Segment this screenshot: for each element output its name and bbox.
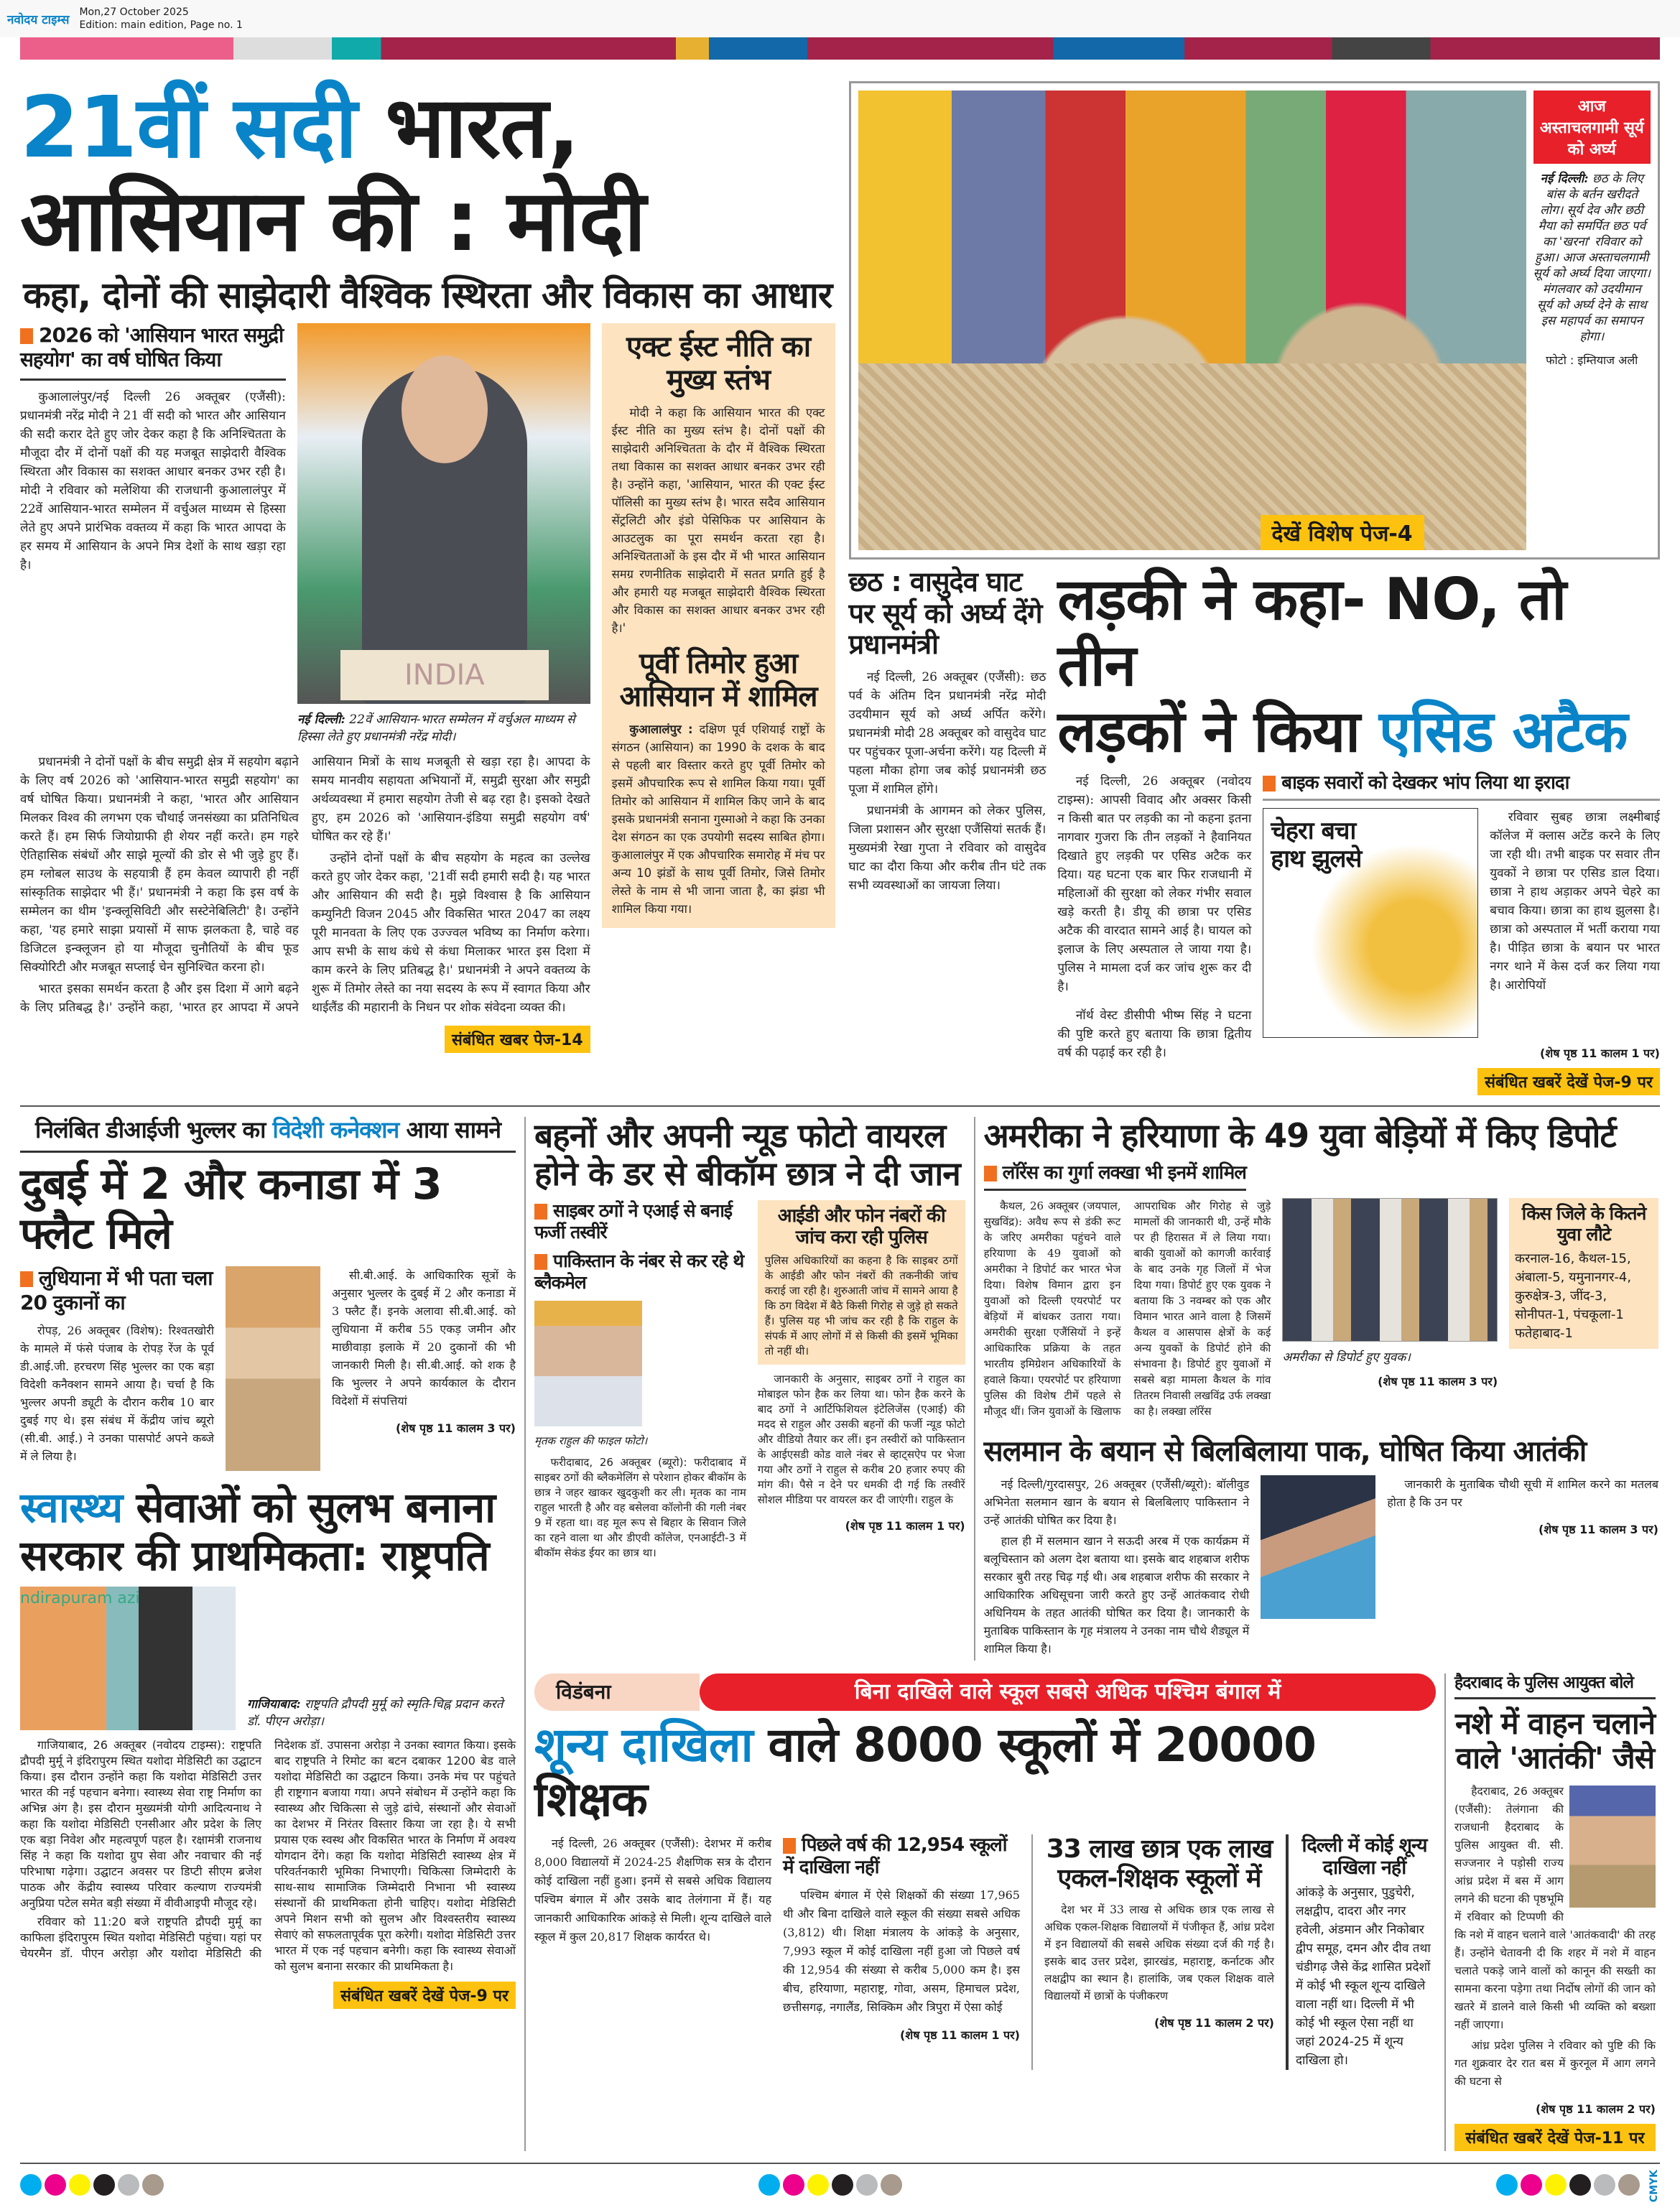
registration-dot: [93, 2174, 115, 2196]
delhi-box-body: आंकड़े के अनुसार, पुडुचेरी, लक्षद्वीप, दादरा और नगर हवेली, अंडमान और निकोबार द्वीप समूह, दमन और दीव तथा चंडीगढ़ जैसे केंद्र शासित प्रदेशों में कोई भी स्कूल शून्य दाखिले वाला नहीं था। दिल्ली में भी कोई भी स्कूल ऐसा नहीं था जहां 2024-25 में शून्य दाखिला हो।: [1296, 1885, 1431, 2069]
salman-photo: [1261, 1475, 1375, 1619]
school-body-2: पश्चिम बंगाल में ऐसे शिक्षकों की संख्या 17,965 थी और बिना दाखिले वाले स्कूल की संख्या सबसे अधिक (3,812) थी। शिक्षा मंत्रालय के आंकड़े के अनुसार, 7,993 स्कूल में कोई दाखिला नहीं हुआ जो पिछले वर्ष की 12,954 की संख्या से करीब 5,000 कम है। इस बीच, हरियाणा, महाराष्ट्र, गोवा, असम, हिमाचल प्रदेश, छत्तीसगढ़, नगालैंड, सिक्किम और त्रिपुरा में ऐसा कोई: [783, 1888, 1020, 2015]
registration-dot: [142, 2174, 164, 2196]
column-rule: [974, 1117, 975, 1661]
school-tag: विडंबना: [534, 1673, 700, 1711]
lead-body-2: प्रधानमंत्री ने दोनों पक्षों के बीच समुद्री क्षेत्र में सहयोग बढ़ाने के लिए वर्ष 2026 को 'आसियान-भारत समुद्री सहयोग' का वर्ष घोषित किया। प्रधानमंत्री ने कहा, 'भारत और आसियान मिलकर विश्व की लगभग एक चौथाई जनसंख्या का प्रतिनिधित्व करते हैं। हम सिर्फ जियोग्राफी ही शेयर नहीं करते। हम गहरे ऐतिहासिक संबंधों और साझे मूल्यों की डोर से भी जुड़े हुए हैं। हम ग्लोबल साउथ के सहयात्री हैं हम केवल व्यापारी ही नहीं सांस्कृतिक साझेदार भी हैं।' प्रधानमंत्री ने कहा कि इस वर्ष के सम्मेलन का थीम 'इन्क्लूसिविटी और सस्टेनेबिलिटी' है। उन्होंने कहा, 'यह हमारे साझा प्रयासों में साफ झलकता है, चाहे वह डिजिटल इन्क्लूजन हो या मौजूदा चुनौतियों के बीच फूड सिक्योरिटी और मजबूत सप्लाई चेन सुनिश्चित करना हो। भारत इसका समर्थन करता है और इस दिशा में आगे बढ़ने के लिए प्रतिबद्ध है।' उन्होंने कहा, 'भारत हर आपदा में अपने आसियान मित्रों के साथ मजबूती से खड़ा रहा है। आपदा के समय मानवीय सहायता अभियानों में, समुद्री सुरक्षा और समुद्री अर्थव्यवस्था में हमारा सहयोग तेजी से बढ़ रहा है। इसको देखते हुए, हम 2026 को 'आसियान-इंडिया समुद्री सहयोग वर्ष' घोषित कर रहे हैं।' उन्होंने दोनों पक्षों के बीच सहयोग के महत्व का उल्लेख करते हुए जोर देकर कहा, '21वीं सदी हमारी सदी है। यह भारत और आसियान की सदी है। मुझे विश्वास है कि आसियान कम्युनिटी विजन 2045 और विकसित भारत 2047 का लक्ष्य पूरी मानवता के लिए एक उज्ज्वल भविष्य का निर्माण करेगा। आप सभी के साथ कंधे से कंधा मिलाकर भारत इस दिशा में काम करने के लिए प्रतिबद्ध है।' प्रधानमंत्री ने अपने वक्तव्य के शुरू में तिमोर लेस्ते का नया सदस्य के रूप में स्वागत किया और थाईलैंड की महारानी के निधन पर शोक संवेदना व्यक्त की।: [20, 755, 590, 1016]
bhullar-body: रोपड़, 26 अक्तूबर (विशेष): रिश्वतखोरी के मामले में फंसे पंजाब के रोपड़ रेंज के पूर्व डी.आई.जी. हरचरण सिंह भुल्लर का एक बड़ा विदेशी कनैक्शन सामने आया है। चर्चा है कि भुल्लर अपनी ड्यूटी के दौरान करीब 10 बार दुबई गए थे। इस संबंध में केंद्रीय जांच ब्यूरो (सी.बी. आई.) ने उनका पासपोर्ट अपने कब्जे में ले लिया है।: [20, 1324, 214, 1464]
graphic-text: चेहरा बचा हाथ झुलसे: [1271, 817, 1362, 874]
health-see-page[interactable]: संबंधित खबरें देखें पेज-9 पर: [333, 1982, 516, 2009]
acid-body-1: नई दिल्ली, 26 अक्तूबर (नवोदय टाइम्स): आपसी विवाद और अक्सर किसी न किसी बात पर लड़की का नो कहना इतना नागवार गुजरा कि तीन लड़कों ने हैवानियत दिखाते हुए लड़की पर एसिड अटैक कर दिया। यह घटना एक बार फिर राजधानी में महिलाओं की सुरक्षा को लेकर गंभीर सवाल खड़े करती है। डीयू की छात्रा पर एसिड अटैक की वारदात सामने आई है। घायल को इलाज के लिए अस्पताल ले जाया गया है। पुलिस ने मामला दर्ज कर जांच शुरू कर दी है।: [1057, 774, 1252, 994]
registration-dot: [69, 2174, 91, 2196]
bhullar-body-2: सी.बी.आई. के आधिकारिक सूत्रों के अनुसार भुल्लर के दुबई में 2 और कनाडा में 3 फ्लैट हैं। इनके अलावा सी.बी.आई. को लुधियाना में करीब 55 एकड़ जमीन और माछीवाड़ा इलाके में 20 दुकानों की भी जानकारी मिली है। सी.बी.आई. को शक है कि भुल्लर ने अपने कार्यकाल के दौरान विदेशों में संपत्तियां: [332, 1268, 516, 1408]
lead-see-page[interactable]: संबंधित खबर पेज-14: [445, 1026, 590, 1053]
district-box-title: किस जिले के कितने युवा लौटे: [1521, 1203, 1646, 1245]
rahul-photo: [534, 1301, 642, 1426]
registration-dot: [1521, 2174, 1542, 2196]
registration-dots-left: [20, 2174, 167, 2199]
acid-graphic: [1263, 808, 1478, 1038]
lead-headline: 21वीं सदी भारत, आसियान की : मोदी: [20, 78, 646, 270]
school-banner: बिना दाखिले वाले स्कूल सबसे अधिक पश्चिम बंगाल में: [700, 1673, 1436, 1711]
acid-bullet: बाइक सवारों को देखकर भांप लिया था इरादा: [1263, 772, 1660, 801]
hyderabad-kicker: हैदराबाद के पुलिस आयुक्त बोले: [1454, 1673, 1656, 1699]
column-rule: [1031, 1834, 1033, 2070]
venue-sign: ndirapuram azi: [20, 1589, 140, 1608]
hyderabad-headline: नशे में वाहन चलाने वाले 'आतंकी' जैसे: [1454, 1705, 1656, 1775]
deport-body: कैथल, 26 अक्तूबर (जयपाल, सुखविंद्र): अवैध रूप से डंकी रूट के जरिए अमरीका पहुंचने वाले हरियाणा के 49 युवाओं को अमरीका ने डिपोर्ट कर भारत भेज दिया। विशेष विमान द्वारा इन युवाओं को दिल्ली एयरपोर्ट पर बेड़ियों में बांधकर उतारा गया। अमरीकी सुरक्षा एजैंसियों ने इन्हें आधिकारिक प्रक्रिया के तहत भारतीय इमिग्रेशन अधिकारियों के हवाले किया। एयरपोर्ट पर हरियाणा पुलिस की विशेष टीमें पहले से मौजूद थीं। जिन युवाओं के खिलाफ आपराधिक और गिरोह से जुड़े मामलों की जानकारी थी, उन्हें मौके पर ही हिरासत में ले लिया गया। बाकी युवाओं को कागजी कार्रवाई के बाद उनके गृह जिलों में भेज दिया गया। डिपोर्ट हुए एक युवक ने बताया कि 3 नवम्बर को एक और विमान भारत आने वाला है जिसमें कैथल व आसपास क्षेत्रों के कई अन्य युवकों के डिपोर्ट होने की संभावना है। डिपोर्ट हुए युवाओं में सबसे बड़ा मामला कैथल के गांव तितरम निवासी लखविंद्र उर्फ लक्खा का है। लक्खा लॉरेंस: [983, 1199, 1271, 1419]
act-east-box: [602, 323, 835, 928]
hyderabad-body: हैदराबाद, 26 अक्तूबर (एजैंसी): तेलंगाना की राजधानी हैदराबाद के पुलिस आयुक्त वी. सी. सज्जनार ने पड़ोसी राज्य आंध्र प्रदेश में बस में आग लगने की घटना की पृष्ठभूमि में रविवार को टिप्पणी की कि नशे में वाहन चलाने वाले 'आतंकवादी' की तरह हैं। उन्होंने चेतावनी दी कि शहर में नशे में वाहन चलाते पकड़े जाने वालों को कानून की सख्ती का सामना करना पड़ेगा तथा निर्दोष लोगों की जान को खतरे में डालने वाले किसी भी व्यक्ति को बख्शा नहीं जाएगा। आंध्र प्रदेश पुलिस ने रविवार को पुष्टि की कि गत शुक्रवार देर रात बस में कुरनूल में आग लगने की घटना से: [1454, 1785, 1656, 2089]
lead-subheadline: कहा, दोनों की साझेदारी वैश्विक स्थिरता और विकास का आधार: [23, 274, 832, 316]
bhullar-continued: (शेष पृष्ठ 11 कालम 3 पर): [396, 1421, 516, 1435]
single-teacher-title: 33 लाख छात्र एक लाख एकल-शिक्षक स्कूलों में: [1046, 1834, 1273, 1894]
rahul-caption: मृतक राहुल की फाइल फोटो।: [534, 1434, 648, 1447]
hyderabad-see-page[interactable]: संबंधित खबरें देखें पेज-11 पर: [1454, 2124, 1656, 2151]
acid-see-page[interactable]: संबंधित खबरें देखें पेज-9 पर: [1477, 1068, 1660, 1095]
cyber-box: [758, 1200, 965, 1365]
lead-bullet: 2026 को 'आसियान भारत समुद्री सहयोग' का वर्ष घोषित किया: [20, 323, 284, 371]
photo-credit: फोटो : इम्तियाज अली: [1546, 353, 1638, 367]
health-headline: स्वास्थ्य सेवाओं को सुलभ बनाना सरकार की प्राथमिकता: राष्ट्रपति: [20, 1482, 496, 1580]
bhullar-bullet: लुधियाना में भी पता चला 20 दुकानों का: [20, 1266, 213, 1314]
deport-caption: अमरीका से डिपोर्ट हुए युवक।: [1282, 1350, 1411, 1365]
acid-headline: लड़की ने कहा- NO, तो तीन लड़कों ने किया एसिड अटैक: [1057, 566, 1628, 765]
date-label: Mon,27 October 2025: [79, 6, 189, 18]
footer: [20, 2163, 1660, 2202]
chhath-photo-block: [849, 81, 1661, 560]
column-rule: [524, 1117, 526, 2151]
chhath-pm-body: नई दिल्ली, 26 अक्तूबर (एजैंसी): छठ पर्व के अंतिम दिन प्रधानमंत्री नरेंद्र मोदी उदयीमान सूर्य को अर्घ्य अर्पित करेंगे। प्रधानमंत्री मोदी 28 अक्तूबर को वासुदेव घाट पर पहुंचकर पूजा-अर्चना करेंगे। यह दिल्ली में पहला मौका होगा जब कोई प्रधानमंत्री छठ पूजा में शामिल होंगे। प्रधानमंत्री के आगमन को लेकर पुलिस, जिला प्रशासन और सुरक्षा एजैंसियां सतर्क हैं। मुख्यमंत्री रेखा गुप्ता ने रविवार को वासुदेव घाट का दौरा किया और करीब तीन घंटे तक सभी व्यवस्थाओं का जायजा लिया।: [848, 670, 1046, 893]
acid-continued: (शेष पृष्ठ 11 कालम 1 पर): [1540, 1046, 1660, 1061]
top-section: [20, 78, 1660, 1095]
cyber-headline: बहनों और अपनी न्यूड फोटो वायरल होने के डर से बीकॉम छात्र ने दी जान: [534, 1116, 960, 1194]
registration-dot: [881, 2174, 902, 2196]
bhullar-kicker: निलंबित डीआईजी भुल्लर का विदेशी कनेक्शन आया सामने: [35, 1116, 501, 1144]
cmyk-mark: CMYK: [1648, 2170, 1660, 2203]
school-continued: (शेष पृष्ठ 11 कालम 1 पर): [900, 2028, 1020, 2043]
cyber-body-1: फरीदाबाद, 26 अक्तूबर (ब्यूरो): फरीदाबाद में साइबर ठगों की ब्लैकमेलिंग से परेशान होकर बीकॉम के छात्र ने जहर खाकर खुदकुशी कर ली। मृतक का नाम राहुल भारती है और वह बसेलवा कॉलोनी की गली नंबर 9 में रहता था। वह मूल रूप से बिहार के सिवान जिले का रहने वाला था और डीएवी कॉलेज, एनआईटी-3 में बीकॉम सेकंड ईयर का छात्र था।: [534, 1455, 746, 1559]
section-divider: [20, 1105, 1660, 1107]
salman-headline: सलमान के बयान से बिलबिलाया पाक, घोषित किया आतंकी: [983, 1435, 1587, 1469]
deport-headline: अमरीका ने हरियाणा के 49 युवा बेड़ियों में किए डिपोर्ट: [983, 1116, 1616, 1156]
hyderabad-continued: (शेष पृष्ठ 11 कालम 2 पर): [1536, 2102, 1656, 2117]
registration-dot: [1496, 2174, 1518, 2196]
deportees-photo: [1282, 1198, 1498, 1342]
divider: [20, 1151, 516, 1153]
bottom-section: [20, 1117, 1660, 2151]
logo[interactable]: नवोदय टाइम्स: [7, 12, 70, 27]
registration-dot: [856, 2174, 878, 2196]
modi-caption: नई दिल्ली: 22वें आसियान-भारत सम्मेलन में वर्चुअल माध्यम से हिस्सा लेते हुए प्रधानमंत्री नरेंद्र मोदी।: [297, 712, 575, 745]
divider: [20, 379, 286, 381]
chhath-pm-headline: छठ : वासुदेव घाट पर सूर्य को अर्घ्य देंगे प्रधानमंत्री: [848, 566, 1042, 661]
delhi-box-title: दिल्ली में कोई शून्य दाखिला नहीं: [1301, 1834, 1427, 1880]
registration-dot: [1618, 2174, 1640, 2196]
registration-dot: [832, 2174, 853, 2196]
act-east-body: मोदी ने कहा कि आसियान भारत की एक्ट ईस्ट नीति का मुख्य स्तंभ है। दोनों पक्षों की साझेदारी अनिश्चितता के दौर में वैश्विक स्थिरता तथा विकास का सशक्त आधार बनकर उभर रही है। उन्होंने कहा, 'आसियान, भारत की एक्ट ईस्ट पॉलिसी का मुख्य स्तंभ है। भारत सदैव आसियान सेंट्रलिटी और इंडो पेसिफिक पर आसियान के आउटलुक का पूरा समर्थन करता रहा है। अनिश्चितताओं के इस दौर में भी भारत आसियान समग्र रणनीतिक साझेदारी में सतत प्रगति हुई है और हमारी यह मजबूत साझेदारी वैश्विक स्थिरता और विकास का सशक्त आधार बनकर उभर रही है।': [611, 406, 825, 636]
timor-body: कुआलालंपुर : दक्षिण पूर्व एशियाई राष्ट्रों के संगठन (आसियान) का 1990 के दशक के बाद से पहली बार विस्तार करते हुए पूर्वी तिमोर को इसमें औपचारिक रूप से शामिल किया गया। पूर्वी तिमोर को आसियान में शामिल किए जाने के बाद इसके प्रधानमंत्री सनाना गुस्माओ ने कहा कि उनका देश संगठन का एक उपयोगी सदस्य साबित होगा। कुआलालंपुर में एक औपचारिक समारोह में मंच पर अन्य 10 झंडों के साथ पूर्वी तिमोर, जिसे तिमोर लेस्ते के नाम से भी जाना जाता है, का झंडा भी शामिल किया गया।: [611, 723, 825, 916]
ad-strip[interactable]: [20, 37, 1660, 60]
president-caption: गाजियाबाद: राष्ट्रपति द्रौपदी मुर्मू को स्मृति-चिह्न प्रदान करते डॉ. पीएन अरोड़ा।: [247, 1697, 503, 1730]
baskets: [858, 363, 1526, 550]
registration-dots-right: [1496, 2174, 1643, 2199]
registration-dot: [783, 2174, 804, 2196]
cyber-box-body: पुलिस अधिकारियों का कहना है कि साइबर ठगों के आईडी और फोन नंबरों की तकनीकी जांच कराई जा रही है। शुरुआती जांच में सामने आया है कि ठग विदेश में बैठे किसी गिरोह से जुड़े हो सकते हैं। पुलिस यह भी जांच कर रही है कि राहुल के संपर्क में आए लोगों में से किसी की इसमें भूमिका तो नहीं थी।: [764, 1253, 958, 1357]
column-rule: [1444, 1673, 1446, 2151]
health-body: गाजियाबाद, 26 अक्तूबर (नवोदय टाइम्स): राष्ट्रपति द्रौपदी मुर्मू ने इंदिरापुरम स्थित यशोदा मेडिसिटी का उद्घाटन किया। इस दौरान उन्होंने कहा कि यशोदा मेडिसिटी उत्तर भारत की नई पहचान बनेगा। स्वास्थ्य सेवा राष्ट्र निर्माण का अभिन्न अंग है। इस दौरान मुख्यमंत्री योगी आदित्यनाथ ने कहा कि यशोदा मेडिसिटी एनसीआर और प्रदेश के लिए एक बड़ा निवेश और महत्वपूर्ण पहल है। रक्षामंत्री राजनाथ सिंह ने कहा कि यशोदा ग्रुप सेवा और नवाचार की नई परिभाषा गढ़ेगा। उद्घाटन अवसर पर डिप्टी सीएम ब्रजेश पाठक और केंद्रीय स्वास्थ्य परिवार कल्याण राज्यमंत्री अनुप्रिया पटेल समेत बड़ी संख्या में वीवीआइपी मौजूद रहे। रविवार को 11:20 बजे राष्ट्रपति द्रौपदी मुर्मू का काफिला इंदिरापुरम स्थित यशोदा मेडिसिटी पहुंचा। यहां पर चेयरमैन डॉ. पीएन अरोड़ा और यशोदा मेडिसिटी की निदेशक डॉ. उपासना अरोड़ा ने उनका स्वागत किया। इसके बाद राष्ट्रपति ने रिमोट का बटन दबाकर 1200 बेड वाले यशोदा मेडिसिटी का उद्घाटन किया। उनके मंच पर पहुंचते ही राष्ट्रगान बजाया गया। अपने संबोधन में उन्होंने कहा कि स्वास्थ्य और चिकित्सा से जुड़े ढांचे, संस्थानों और सेवाओं का देशभर में निरंतर विस्तार किया जा रहा है। ये सभी प्रयास एक स्वस्थ और विकसित भारत के निर्माण में अवश्य योगदान देंगे। कहा कि यशोदा मेडिसिटी स्वास्थ्य क्षेत्र में परिवर्तनकारी भूमिका निभाएगी। चिकित्सा जिम्मेदारी के साथ-साथ सामाजिक जिम्मेदारी निभाना भी स्वास्थ्य संस्थानों की प्राथमिकता होनी चाहिए। यशोदा मेडिसिटी अपने मिशन सभी को सुलभ और विश्वस्तरीय स्वास्थ्य सेवाएं को सफलतापूर्वक पूरा करेगी। यशोदा मेडिसिटी उत्तर भारत में एक नई पहचान बनेगी। कहा कि स्वास्थ्य सेवाओं को सुलभ बनाना सरकार की प्राथमिकता है।: [20, 1738, 516, 1974]
lead-body-1: कुआलालंपुर/नई दिल्ली 26 अक्तूबर (एजैंसी): प्रधानमंत्री नरेंद्र मोदी ने 21 वीं सदी को भारत और आसियान की सदी करार देते हुए जोर देकर कहा है कि अनिश्चितता के मौजूदा दौर में दोनों पक्षों की यह मजबूत साझेदारी वैश्विक स्थिरता और विकास का सशक्त आधार बनकर उभर रही है। मोदी ने रविवार को मलेशिया की राजधानी कुआलालंपुर में 22वें आसियान-भारत सम्मेलन में वर्चुअल माध्यम से हिस्सा लेते हुए अपने प्रारंभिक वक्तव्य में कहा कि भारत आपदा के हर समय में आसियान के अपने मित्र देशों के साथ खड़ा रहा है।: [20, 390, 286, 573]
cyber-body-2: जानकारी के अनुसार, साइबर ठगों ने राहुल का मोबाइल फोन हैक कर लिया था। फोन हैक करने के बाद ठगों ने आर्टिफिशियल इंटेलिजेंस (एआई) की मदद से राहुल और उसकी बहनों की फर्जी न्यूड फोटो और वीडियो तैयार कर लीं। इन तस्वीरों को पाकिस्तान के आईएसडी कोड वाले नंबर से व्हाट्सऐप पर भेजा गया और ठगों ने राहुल से करीब 20 हजार रुपए की मांग की। पैसे न देने पर धमकी दी गई कि तस्वीरें सोशल मीडिया पर वायरल कर दी जाएंगी। राहुल के: [757, 1372, 965, 1506]
district-list: करनाल-16, कैथल-15, अंबाला-5, यमुनानगर-4, कुरुक्षेत्र-3, जींद-3, सोनीपत-1, पंचकूला-1 फतेहाबाद-1: [1515, 1250, 1632, 1341]
salman-body-1: नई दिल्ली/गुरदासपुर, 26 अक्तूबर (एजैंसी/ब्यूरो): बॉलीवुड अभिनेता सलमान खान के बयान से बिलबिलाए पाकिस्तान ने उन्हें आतंकी घोषित कर दिया है। हाल ही में सलमान खान ने सऊदी अरब में एक कार्यक्रम में बलूचिस्तान को अलग देश बताया था। इसके बाद शहबाज शरीफ सरकार बुरी तरह चिढ़ गई थी। अब शहबाज शरीफ की सरकार ने आधिकारिक अधिसूचना जारी करते हुए उन्हें आतंकवाद रोधी अधिनियम के तहत आतंकी घोषित कर दिया है। जानकारी के मुताबिक पाकिस्तान के गृह मंत्रालय ने उनका नाम चौथे शैड्यूल में शामिल किया है।: [983, 1477, 1250, 1656]
registration-dot: [1594, 2174, 1615, 2196]
school-body: नई दिल्ली, 26 अक्तूबर (एजैंसी): देशभर में करीब 8,000 विद्यालयों में 2024-25 शैक्षणिक सत्र के दौरान कोई दाखिला नहीं हुआ। इनमें से सबसे अधिक विद्यालय पश्चिम बंगाल में और उसके बाद तेलंगाना में हैं। यह जानकारी आधिकारिक आंकड़े से मिली। शून्य दाखिले वाले स्कूल में कुल 20,817 शिक्षक कार्यरत थे।: [534, 1837, 771, 1944]
school-headline: शून्य दाखिला वाले 8000 स्कूलों में 20000 शिक्षक: [534, 1717, 1317, 1828]
edition-label: Edition: main edition, Page no. 1: [79, 19, 243, 31]
cyber-bullet-2: पाकिस्तान के नंबर से कर रहे थे ब्लैकमेल: [534, 1250, 744, 1293]
bhullar-photo: [226, 1266, 320, 1471]
deport-continued: (शेष पृष्ठ 11 कालम 3 पर): [1378, 1375, 1498, 1389]
school-bullet: पिछले वर्ष की 12,954 स्कूलों में दाखिला नहीं: [783, 1834, 1007, 1879]
registration-dot: [1569, 2174, 1591, 2196]
bhullar-headline: दुबई में 2 और कनाडा में 3 फ्लैट मिले: [20, 1159, 442, 1259]
registration-dots-center: [758, 2174, 905, 2199]
face: [402, 356, 488, 463]
single-teacher-continued: (शेष पृष्ठ 11 कालम 2 पर): [1154, 2015, 1274, 2030]
cyber-bullet-1: साइबर ठगों ने एआई से बनाई फर्जी तस्वीरें: [534, 1199, 733, 1243]
acid-body-3: रविवार सुबह छात्रा लक्ष्मीबाई कॉलेज में क्लास अटेंड करने के लिए जा रही थी। तभी बाइक पर सवार तीन युवकों ने छात्रा पर एसिड डाल दिया। छात्रा ने हाथ अड़ाकर अपने चेहरे का बचाव किया। छात्रा का हाथ झुलसा है। छात्रा को अस्पताल में भर्ती कराया गया है। पीड़ित छात्रा के बयान पर भारत नगर थाने में केस दर्ज कर लिया गया है। आरोपियों: [1490, 810, 1660, 993]
chhath-caption: नई दिल्ली: छठ के लिए बांस के बर्तन खरीदते लोग। सूर्य देव और छठी मैया को समर्पित छठ पर्व का 'खरना' रविवार को हुआ। आज अस्ताचलगामी सूर्य को अर्घ्य दिया जाएगा। मंगलवार को उदयीमान सूर्य को अर्घ्य देने के साथ इस महापर्व का समापन होगा।: [1533, 172, 1651, 344]
commissioner-photo: [1569, 1786, 1656, 1908]
salman-body-2: जानकारी के मुताबिक चौथी सूची में शामिल करने का मतलब होता है कि उन पर: [1387, 1477, 1658, 1510]
epaper-header: [0, 0, 1680, 37]
registration-dot: [1545, 2174, 1567, 2196]
president-photo: [20, 1587, 236, 1730]
registration-dot: [45, 2174, 66, 2196]
basket-market-photo: [858, 90, 1526, 550]
acid-body-2: नॉर्थ वेस्ट डीसीपी भीष्म सिंह ने घटना की पुष्टि करते हुए बताया कि छात्रा द्वितीय वर्ष की पढ़ाई कर रही है।: [1057, 1008, 1252, 1060]
district-box: [1509, 1198, 1658, 1349]
chhath-label: आज अस्ताचलगामी सूर्य को अर्घ्य: [1533, 90, 1651, 164]
registration-dot: [807, 2174, 829, 2196]
modi-photo: [297, 323, 590, 704]
timor-title: पूर्वी तिमोर हुआ आसियान में शामिल: [619, 647, 817, 714]
act-east-title: एक्ट ईस्ट नीति का मुख्य स्तंभ: [626, 330, 811, 397]
delhi-box: [1286, 1834, 1433, 2070]
deport-bullet: लॉरेंस का गुर्गा लक्खा भी इनमें शामिल: [984, 1162, 1246, 1191]
salman-continued: (शेष पृष्ठ 11 कालम 3 पर): [1539, 1523, 1658, 1537]
registration-dot: [758, 2174, 780, 2196]
registration-dot: [118, 2174, 139, 2196]
cyber-continued: (शेष पृष्ठ 11 कालम 1 पर): [845, 1518, 965, 1533]
special-page-link[interactable]: देखें विशेष पेज-4: [1261, 515, 1424, 550]
name-plate: INDIA: [340, 650, 549, 700]
cyber-box-title: आईडी और फोन नंबरों की जांच करा रही पुलिस: [777, 1204, 945, 1248]
registration-dot: [20, 2174, 42, 2196]
single-teacher-body: देश भर में 33 लाख से अधिक छात्र एक लाख से अधिक एकल-शिक्षक विद्यालयों में पंजीकृत हैं, आंध्र प्रदेश में इन विद्यालयों की सबसे अधिक संख्या दर्ज की गई है। इसके बाद उत्तर प्रदेश, झारखंड, महाराष्ट्र, कर्नाटक और लक्षद्वीप का स्थान है। हालांकि, जब एकल शिक्षक वाले विद्यालयों में छात्रों के पंजीकरण: [1044, 1903, 1274, 2002]
